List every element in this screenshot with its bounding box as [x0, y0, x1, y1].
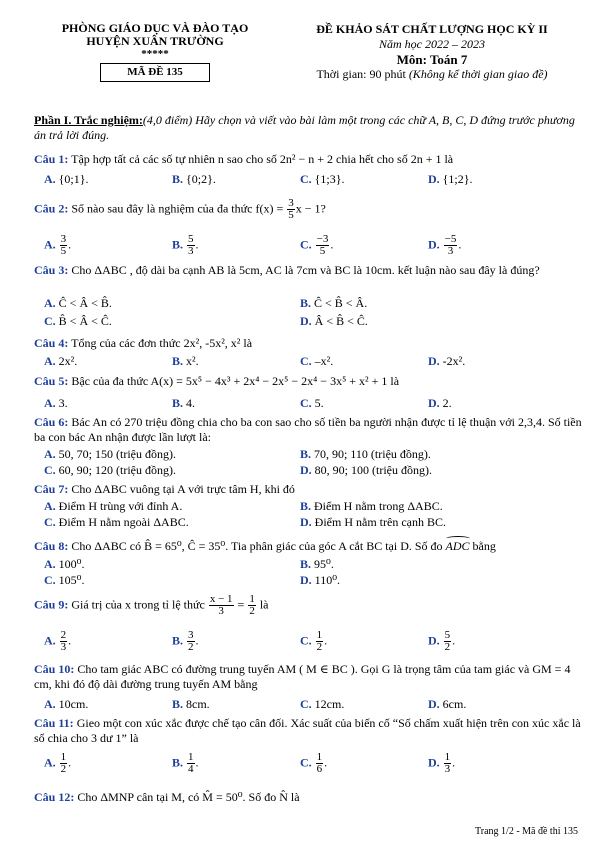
question-7: Câu 7: Cho ΔABC vuông tại A với trực tâm H, khi đó: [34, 482, 295, 496]
question-8: Câu 8: Cho ΔABC có B̂ = 65⁰, Ĉ = 35⁰. Tia phân giác của góc A cắt BC tại D. Số đo ADC bằng: [34, 536, 586, 554]
q6-option-a: A. 50, 70; 150 (triệu đồng).: [44, 447, 176, 461]
school-year: Năm học 2022 – 2023: [379, 37, 485, 51]
q3-option-c: C. B̂ < Â < Ĉ.: [44, 314, 112, 328]
stars-divider: *****: [141, 48, 169, 60]
q10-option-d: D. 6cm.: [428, 697, 467, 711]
exam-title: ĐỀ KHẢO SÁT CHẤT LƯỢNG HỌC KỲ II: [316, 22, 548, 36]
q4-option-d: D. -2x².: [428, 354, 466, 368]
q9-option-d: D. $\frac{5}{2}$ .: [428, 629, 456, 653]
time-limit: Thời gian: 90 phút (Không kể thời gian giao đề): [316, 67, 548, 81]
q10-option-b: B. 8cm.: [172, 697, 210, 711]
q3-option-d: D. Â < B̂ < Ĉ.: [300, 314, 368, 328]
subject: Môn: Toán 7: [396, 52, 468, 67]
question-10: Câu 10: Cho tam giác ABC có đường trung tuyến AM ( M ∈ BC ). Gọi G là trọng tâm của tam giác và GM = 4 cm, khi đó độ dài đường trung tuyến AM bằng: [34, 662, 571, 691]
district-name: HUYỆN XUÂN TRƯỜNG: [86, 34, 224, 48]
q10-option-c: C. 12cm.: [300, 697, 345, 711]
question-12: Câu 12: Cho ΔMNP cân tại M, có M̂ = 50⁰. Số đo N̂ là: [34, 790, 300, 804]
q9-fraction-right: $\frac{1}{2}$: [249, 593, 255, 617]
q9-option-a: A. $\frac{2}{3}$ .: [44, 629, 72, 653]
q2-option-d: D. $\frac{-5}{3}$ .: [428, 233, 462, 257]
q3-option-b: B. Ĉ < B̂ < Â.: [300, 296, 368, 310]
q11-option-d: D. $\frac{1}{3}$ .: [428, 751, 456, 775]
question-5: Câu 5: Bậc của đa thức A(x) = 5x⁵ − 4x³ + 2x⁴ − 2x⁵ − 2x⁴ − 3x⁵ + x² + 1 là: [34, 374, 400, 388]
q5-option-b: B. 4.: [172, 396, 196, 410]
q10-option-a: A. 10cm.: [44, 697, 89, 711]
q6-option-d: D. 80, 90; 100 (triệu đồng).: [300, 463, 432, 477]
question-3: Câu 3: Cho ΔABC , độ dài ba cạnh AB là 5cm, AC là 7cm và BC là 10cm. kết luận nào sau đây là đúng?: [34, 263, 540, 277]
q1-option-d: D. {1;2}.: [428, 172, 473, 186]
question-2: Câu 2: Số nào sau đây là nghiệm của đa thức f(x) = $\frac{3}{5}$ x − 1?: [34, 197, 326, 221]
q7-option-a: A. Điểm H trùng với đỉnh A.: [44, 499, 183, 513]
q5-option-c: C. 5.: [300, 396, 324, 410]
q2-option-c: C. $\frac{-3}{5}$ .: [300, 233, 334, 257]
q2-fraction: $\frac{3}{5}$: [288, 197, 294, 221]
q8-option-d: D. 110⁰.: [300, 573, 341, 587]
q11-option-a: A. $\frac{1}{2}$ .: [44, 751, 72, 775]
q11-option-b: B. $\frac{1}{4}$ .: [172, 751, 199, 775]
q2-option-a: A. $\frac{3}{5}$ .: [44, 233, 72, 257]
q11-option-c: C. $\frac{1}{6}$ .: [300, 751, 328, 775]
question-6: Câu 6: Bác An có 270 triệu đồng chia cho ba con sao cho số tiền ba người nhận được tỉ lệ thuận với 2,3,4. Số tiền ba con bác An nhận được lần lượt là:: [34, 415, 582, 444]
section-heading: Phần I. Trắc nghiệm:(4,0 điểm) Hãy chọn và viết vào bài làm một trong các chữ A, B, C, D đứng trước phương án trả lời đúng.: [34, 113, 575, 142]
q1-option-b: B. {0;2}.: [172, 172, 216, 186]
q6-option-c: C. 60, 90; 120 (triệu đồng).: [44, 463, 176, 477]
exam-header: [282, 22, 582, 82]
q1-option-a: A. {0;1}.: [44, 172, 89, 186]
arc-angle: ADC: [446, 536, 470, 554]
question-4: Câu 4: Tổng của các đơn thức 2x², -5x², x² là: [34, 336, 253, 350]
q5-option-a: A. 3.: [44, 396, 68, 410]
q7-option-d: D. Điểm H nằm trên cạnh BC.: [300, 515, 446, 529]
q9-fraction-left: $\frac{x - 1}{3}$: [209, 593, 233, 617]
q1-option-c: C. {1;3}.: [300, 172, 345, 186]
question-11: Câu 11: Gieo một con xúc xắc được chế tạo cân đối. Xác suất của biến cố “Số chấm xuất hiện trên con xúc xắc là số chia cho 3 dư 1” là: [34, 716, 581, 745]
department-name: PHÒNG GIÁO DỤC VÀ ĐÀO TẠO: [61, 21, 249, 35]
q4-option-b: B. x².: [172, 354, 199, 368]
q8-option-c: C. 105⁰.: [44, 573, 85, 587]
q6-option-b: B. 70, 90; 110 (triệu đồng).: [300, 447, 431, 461]
q4-option-a: A. 2x².: [44, 354, 78, 368]
q7-option-c: C. Điểm H nằm ngoài ΔABC.: [44, 515, 189, 529]
q8-option-b: B. 95⁰.: [300, 557, 334, 571]
exam-code-box: MÃ ĐỀ 135: [100, 63, 210, 82]
q9-option-c: C. $\frac{1}{2}$ .: [300, 629, 328, 653]
page-footer: Trang 1/2 - Mã đề thi 135: [475, 826, 578, 837]
school-header: [40, 22, 270, 82]
question-9: Câu 9: Giá trị của x trong tỉ lệ thức $\frac{x - 1}{3}$ = $\frac{1}{2}$ là: [34, 593, 269, 617]
q9-option-b: B. $\frac{3}{2}$ .: [172, 629, 199, 653]
q4-option-c: C. –x².: [300, 354, 334, 368]
q3-option-a: A. Ĉ < Â < B̂.: [44, 296, 112, 310]
q7-option-b: B. Điểm H nằm trong ΔABC.: [300, 499, 443, 513]
question-1: Câu 1: Tập hợp tất cả các số tự nhiên n sao cho số 2n² − n + 2 chia hết cho số 2n + 1 là: [34, 152, 454, 166]
q5-option-d: D. 2.: [428, 396, 452, 410]
q8-option-a: A. 100⁰.: [44, 557, 85, 571]
q2-option-b: B. $\frac{5}{3}$ .: [172, 233, 199, 257]
